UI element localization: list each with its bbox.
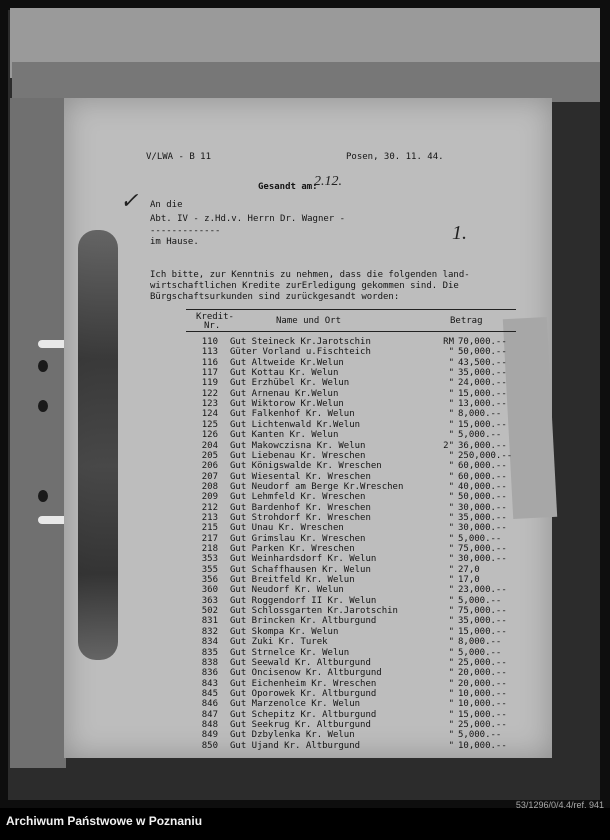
estate-name: Gut Schlossgarten Kr.Jarotschin [230,606,398,617]
credit-number: 832 [201,626,218,637]
currency-unit: " [448,523,454,534]
amount: 5,000.-- [458,595,502,606]
credit-number: 838 [201,657,218,668]
estate-name: Gut Parken Kr. Wreschen [230,544,355,554]
table-row [186,358,516,368]
table-row [186,544,516,554]
header-nr-line2: Nr. [204,321,221,331]
punch-hole-2 [38,400,48,412]
credit-number: 849 [201,730,218,741]
estate-name: Gut Oncisenow Kr. Altburgund [230,668,382,679]
amount: 17,0 [458,575,480,586]
estate-name: Gut Arnenau Kr.Welun [230,388,339,399]
credit-number: 126 [201,430,218,441]
amount: 250,000.-- [458,450,513,461]
table-row [186,451,516,461]
currency-unit: " [448,564,454,575]
place-date: Posen, 30. 11. 44. [346,152,444,162]
currency-unit: " [448,585,454,596]
amount: 35,000.-- [458,512,507,523]
table-row [186,430,516,440]
amount: 35,000.-- [458,616,507,627]
table-row [186,378,516,388]
binder-strip [12,62,600,102]
estate-name: Gut Breitfeld Kr. Welun [230,575,355,586]
credit-number: 113 [201,347,218,358]
sent-stamp-date: 2.12. [314,174,342,189]
amount: 10,000.-- [458,688,507,699]
credit-number: 353 [201,554,218,565]
table-row [186,658,516,668]
credit-number: 502 [201,606,218,617]
currency-unit: " [448,502,454,513]
estate-name: Gut Bardenhof Kr. Wreschen [230,502,371,513]
credit-number: 848 [201,719,218,730]
sent-stamp: Gesandt am: [258,182,318,192]
amount: 15,000.-- [458,626,507,637]
amount: 36,000.-- [458,440,507,451]
currency-unit: " [448,647,454,658]
table-row [186,409,516,419]
currency-unit: " [448,595,454,606]
credit-number: 355 [201,564,218,575]
credit-number: 124 [201,409,218,420]
amount: 75,000.-- [458,544,507,554]
estate-name: Gut Grimslau Kr. Wreschen [230,533,366,544]
table-row [186,554,516,564]
amount: 5,000.-- [458,430,502,441]
table-row [186,399,516,409]
credit-number: 356 [201,575,218,586]
credit-number: 835 [201,647,218,658]
table-row [186,627,516,637]
estate-name: Gut Liebenau Kr. Wreschen [230,450,366,461]
credit-number: 125 [201,419,218,430]
credit-number: 207 [201,471,218,482]
amount: 15,000.-- [458,419,507,430]
table-row [186,699,516,709]
addressee-line-1: An die [150,200,183,210]
currency-unit: " [448,461,454,472]
table-row [186,420,516,430]
credit-number: 213 [201,512,218,523]
credit-number: 208 [201,481,218,492]
estate-name: Gut Strnelce Kr. Welun [230,647,350,658]
handwritten-one: 1. [452,222,467,244]
amount: 13,000.-- [458,399,507,410]
table-row [186,596,516,606]
estate-name: Gut Schepitz Kr. Altburgund [230,709,377,720]
currency-unit: " [448,719,454,730]
archive-signature: 53/1296/0/4.4/ref. 941 [515,800,604,810]
credit-number: 363 [201,595,218,606]
amount: 50,000.-- [458,347,507,358]
amount: 23,000.-- [458,585,507,596]
estate-name: Gut Schaffhausen Kr. Welun [230,564,371,575]
estate-name: Gut Kanten Kr. Welun [230,430,339,441]
credit-number: 123 [201,399,218,410]
table-row [186,523,516,533]
currency-unit: " [448,388,454,399]
credit-number: 110 [201,337,218,347]
estate-name: Gut Erzhübel Kr. Welun [230,378,350,389]
currency-unit: " [448,399,454,410]
estate-name: Gut Lichtenwald Kr.Welun [230,419,361,430]
estate-name: Gut Oporowek Kr. Altburgund [230,688,377,699]
table-row [186,585,516,595]
amount: 15,000.-- [458,388,507,399]
body-line-3: Bürgschaftsurkunden sind zurückgesandt worden: [150,292,400,302]
amount: 10,000.-- [458,699,507,710]
credit-number: 836 [201,668,218,679]
currency-unit: " [448,419,454,430]
table-row [186,441,516,451]
table-row [186,648,516,658]
table-row [186,337,516,347]
table-top-rule [186,309,516,310]
amount: 30,000.-- [458,554,507,565]
currency-unit: " [448,430,454,441]
estate-name: Gut Neudorf am Berge Kr.Wreschen [230,481,404,492]
credit-number: 119 [201,378,218,389]
addressee-line-2: Abt. IV - z.Hd.v. Herrn Dr. Wagner - [150,214,346,224]
amount: 30,000.-- [458,502,507,513]
table-row [186,689,516,699]
table-row [186,482,516,492]
reference-code: V/LWA - B 11 [146,152,212,162]
credit-number: 206 [201,461,218,472]
addressee-line-3: im Hause. [150,237,199,247]
table-row [186,389,516,399]
estate-name: Gut Ujand Kr. Altburgund [230,740,361,751]
amount: 8,000.-- [458,409,502,420]
estate-name: Gut Wiesental Kr. Wreschen [230,471,371,482]
currency-unit: " [448,409,454,420]
estate-name: Gut Wiktorow Kr.Welun [230,399,344,410]
currency-unit: " [448,657,454,668]
currency-unit: " [448,544,454,554]
credit-number: 845 [201,688,218,699]
table-row [186,368,516,378]
table-header-rule [186,331,516,332]
credit-number: 205 [201,450,218,461]
check-mark: ✓ [120,188,139,213]
amount: 24,000.-- [458,378,507,389]
header-nr-line1: Kredit- [196,312,234,322]
currency-unit: " [448,688,454,699]
amount: 25,000.-- [458,657,507,668]
table-row [186,503,516,513]
credit-number: 831 [201,616,218,627]
header-name: Name und Ort [276,316,342,326]
header-amount: Betrag [450,316,483,326]
currency-unit: " [448,575,454,586]
table-row [186,513,516,523]
currency-unit: " [448,626,454,637]
table-row [186,616,516,626]
currency-unit: " [448,378,454,389]
credit-number: 215 [201,523,218,534]
credit-number: 850 [201,740,218,751]
currency-unit: " [448,512,454,523]
currency-unit: " [448,699,454,710]
table-row [186,575,516,585]
estate-name: Güter Vorland u.Fischteich [230,347,371,358]
amount: 30,000.-- [458,523,507,534]
currency-unit: " [448,533,454,544]
credit-number: 116 [201,357,218,368]
currency-unit: " [448,740,454,751]
currency-unit: " [448,357,454,368]
credit-number: 834 [201,637,218,648]
amount: 20,000.-- [458,668,507,679]
table-row [186,730,516,740]
table-row [186,710,516,720]
currency-unit: " [448,368,454,379]
estate-name: Gut Weinhardsdorf Kr. Welun [230,554,377,565]
estate-name: Gut Neudorf Kr. Welun [230,585,344,596]
amount: 50,000.-- [458,492,507,503]
credit-number: 218 [201,544,218,554]
currency-unit: " [448,471,454,482]
table-row [186,668,516,678]
estate-name: Gut Steineck Kr.Jarotschin [230,337,371,347]
estate-name: Gut Falkenhof Kr. Welun [230,409,355,420]
table-row [186,472,516,482]
amount: 70,000.-- [458,337,507,347]
ink-stain [78,230,118,660]
estate-name: Gut Lehmfeld Kr. Wreschen [230,492,366,503]
table-row [186,492,516,502]
estate-name: Gut Makowczisna Kr. Welun [230,440,366,451]
currency-unit: " [448,450,454,461]
punch-hole-1 [38,360,48,372]
body-line-1: Ich bitte, zur Kenntnis zu nehmen, dass die folgenden land- [150,270,470,280]
currency-unit: " [448,730,454,741]
credit-number: 846 [201,699,218,710]
currency-unit: " [448,616,454,627]
credit-number: 117 [201,368,218,379]
body-line-2: wirtschaftlichen Kredite zurErledigung gekommen sind. Die [150,281,459,291]
amount: 27,0 [458,564,480,575]
amount: 5,000.-- [458,647,502,658]
credit-number: 847 [201,709,218,720]
amount: 25,000.-- [458,719,507,730]
currency-unit: " [448,554,454,565]
estate-name: Gut Strohdorf Kr. Wreschen [230,512,371,523]
amount: 43,500.-- [458,357,507,368]
currency-unit: RM [443,337,454,347]
currency-unit: " [448,347,454,358]
table-row [186,461,516,471]
estate-name: Gut Zuki Kr. Turek [230,637,328,648]
table-row [186,720,516,730]
amount: 60,000.-- [458,471,507,482]
table-row [186,741,516,751]
table-row [186,534,516,544]
currency-unit: " [448,606,454,617]
estate-name: Gut Kottau Kr. Welun [230,368,339,379]
estate-name: Gut Altweide Kr.Welun [230,357,344,368]
estate-name: Gut Roggendorf II Kr. Welun [230,595,377,606]
punch-hole-3 [38,490,48,502]
amount: 8,000.-- [458,637,502,648]
amount: 35,000.-- [458,368,507,379]
credit-number: 122 [201,388,218,399]
amount: 20,000.-- [458,678,507,689]
currency-unit: " [448,481,454,492]
credit-number: 217 [201,533,218,544]
currency-unit: " [448,637,454,648]
estate-name: Gut Marzenolce Kr. Welun [230,699,361,710]
credit-number: 209 [201,492,218,503]
currency-unit: " [448,678,454,689]
archive-name: Archiwum Państwowe w Poznaniu [6,814,203,828]
estate-name: Gut Eichenheim Kr. Wreschen [230,678,377,689]
amount: 60,000.-- [458,461,507,472]
estate-name: Gut Unau Kr. Wreschen [230,523,344,534]
credit-number: 360 [201,585,218,596]
amount: 5,000.-- [458,533,502,544]
amount: 40,000.-- [458,481,507,492]
currency-unit: " [448,709,454,720]
currency-unit: 2" [443,440,454,451]
amount: 5,000.-- [458,730,502,741]
addressee-dashes: ------------- [150,226,221,236]
estate-name: Gut Dzbylenka Kr. Welun [230,730,355,741]
currency-unit: " [448,492,454,503]
table-row [186,637,516,647]
estate-name: Gut Königswalde Kr. Wreschen [230,461,382,472]
table-row [186,606,516,616]
amount: 75,000.-- [458,606,507,617]
estate-name: Gut Skompa Kr. Welun [230,626,339,637]
currency-unit: " [448,668,454,679]
estate-name: Gut Brincken Kr. Altburgund [230,616,377,627]
amount: 15,000.-- [458,709,507,720]
amount: 10,000.-- [458,740,507,751]
binder-spine [10,98,66,768]
credit-number: 204 [201,440,218,451]
estate-name: Gut Seekrug Kr. Altburgund [230,719,371,730]
table-row [186,679,516,689]
credit-number: 843 [201,678,218,689]
estate-name: Gut Seewald Kr. Altburgund [230,657,371,668]
credit-number: 212 [201,502,218,513]
table-row [186,565,516,575]
table-row [186,347,516,357]
